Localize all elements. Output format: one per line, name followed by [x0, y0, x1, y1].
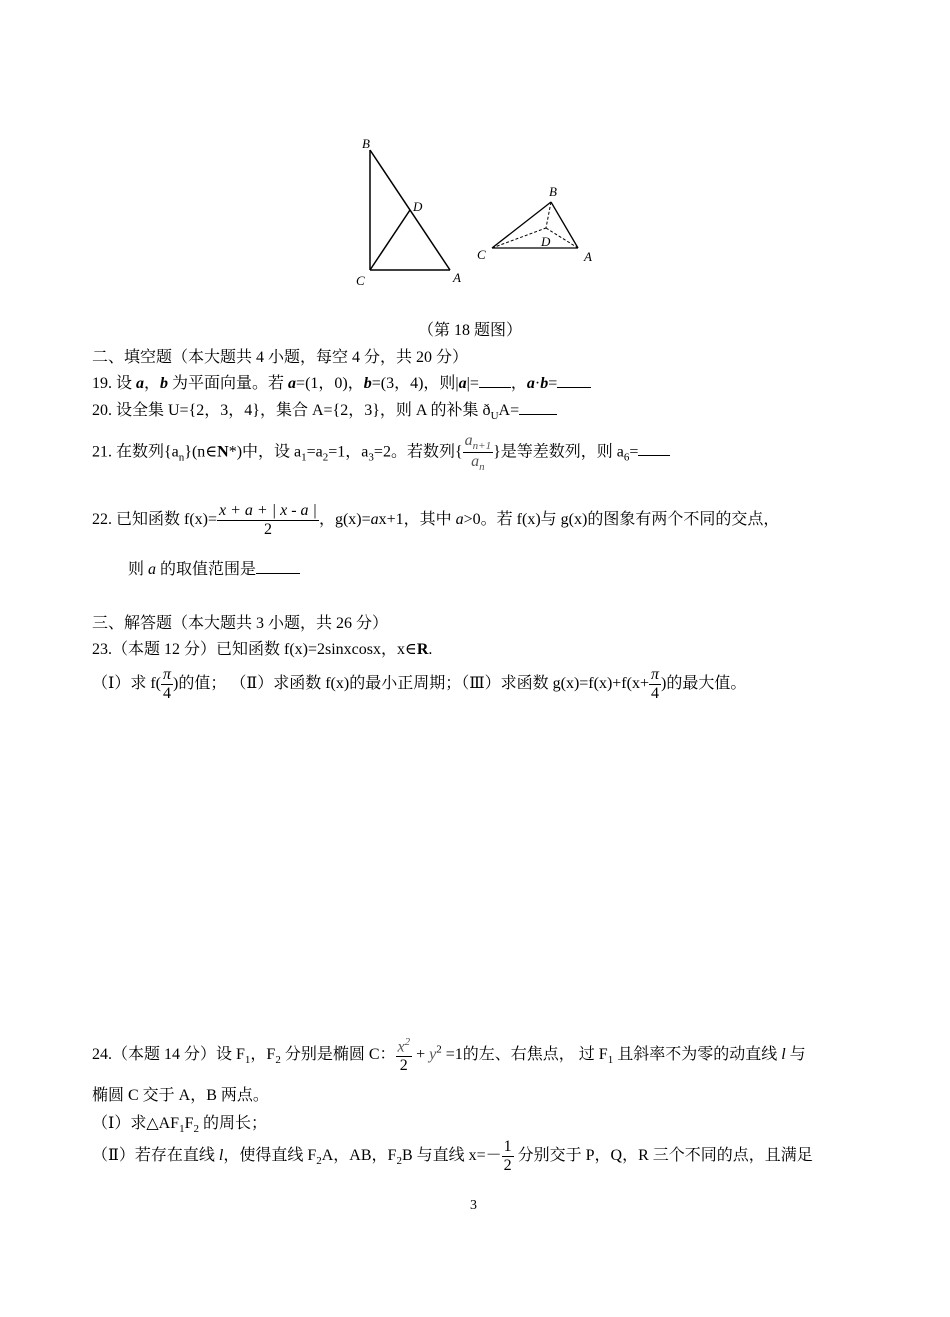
fraction-an1-over-an: $\frac{a_{n+1}}{a_n}$: [464, 432, 492, 474]
figure-caption: （第 18 题图）: [418, 322, 523, 339]
question-24-line2: 椭圆 C 交于 A，B 两点。: [92, 1087, 269, 1104]
question-24-part1: （Ⅰ）求$\triangle AF_1F_2$ 的周长；: [92, 1115, 268, 1136]
label-right-C: C: [477, 247, 486, 262]
answer-blank[interactable]: [557, 387, 591, 388]
label-left-C: C: [356, 273, 365, 288]
fraction-fx: $\frac{x + a + | x - a |}{2}$: [219, 502, 317, 538]
figure-18-right-pyramid: [480, 190, 600, 265]
label-right-B: B: [549, 184, 557, 199]
label-left-D: D: [413, 199, 423, 214]
question-19: 19. 设 a，b 为平面向量。若 a=(1，0)，b=(3，4)，则|a|= ，a·b=: [92, 370, 591, 393]
fraction-pi-over-4: $\frac{\pi}{4}$: [162, 666, 171, 702]
answer-blank[interactable]: [479, 387, 511, 388]
answer-blank[interactable]: [638, 455, 670, 456]
label-right-D: D: [541, 234, 551, 249]
question-23-parts: （Ⅰ）求 f( $\frac{\pi}{4}$ )的值； （Ⅱ）求函数 f(x)的最小正周期；（Ⅲ）求函数 g(x)=f(x)+f(x+ $\frac{\pi}{4}$ )的最大值。: [92, 666, 747, 702]
question-22-line2: 则 a 的取值范围是: [128, 556, 300, 579]
question-21: 21. 在数列$\{a_n\}(n\in N*)$中，设 $a_1=a_2=1$，$a_3=2$。若数列{ $\frac{a_{n+1}}{a_n}$ }是等差数列，则 $a_6=$: [92, 432, 670, 474]
answer-blank[interactable]: [256, 573, 300, 574]
answer-blank[interactable]: [519, 414, 557, 415]
fraction-x2-over-2: $\frac{x^2}{2}$: [397, 1036, 411, 1074]
label-left-A: A: [453, 270, 461, 285]
label-left-B: B: [362, 136, 370, 151]
fraction-one-half: $\frac{1}{2}$: [503, 1138, 512, 1174]
question-24-part2: （Ⅱ）若存在直线 l，使得直线 $F_2A$，AB，$F_2B$ 与直线 x=－ $\frac{1}{2}$ 分别交于 P，Q，R 三个不同的点，且满足: [92, 1138, 813, 1174]
question-20: 20. 设全集 U={2，3，4}，集合 A={2，3}，则 A 的补集 $ð_UA=$: [92, 397, 557, 422]
question-22: 22. 已知函数 f(x)= $\frac{x + a + | x - a |}{2}$ ，g(x)=ax+1，其中 a>0。若 f(x)与 g(x)的图象有两个不同的交点，: [92, 502, 780, 538]
section-3-heading: 三、解答题（本大题共 3 小题，共 26 分）: [92, 615, 389, 632]
question-23: 23.（本题 12 分）已知函数 f(x)=2sinxcosx，x∈R.: [92, 641, 433, 658]
page-number: 3: [470, 1198, 477, 1213]
fraction-pi-over-4: $\frac{\pi}{4}$: [651, 666, 660, 702]
question-24: 24.（本题 14 分）设 $F_1$，$F_2$ 分别是椭圆 C： $\frac{x^2}{2}$ + $y^2 =1$的左、右焦点， 过 $F_1$ 且斜率不为零的动直线 l 与: [92, 1036, 806, 1074]
section-2-heading: 二、填空题（本大题共 4 小题，每空 4 分，共 20 分）: [92, 349, 469, 366]
label-right-A: A: [584, 249, 592, 264]
